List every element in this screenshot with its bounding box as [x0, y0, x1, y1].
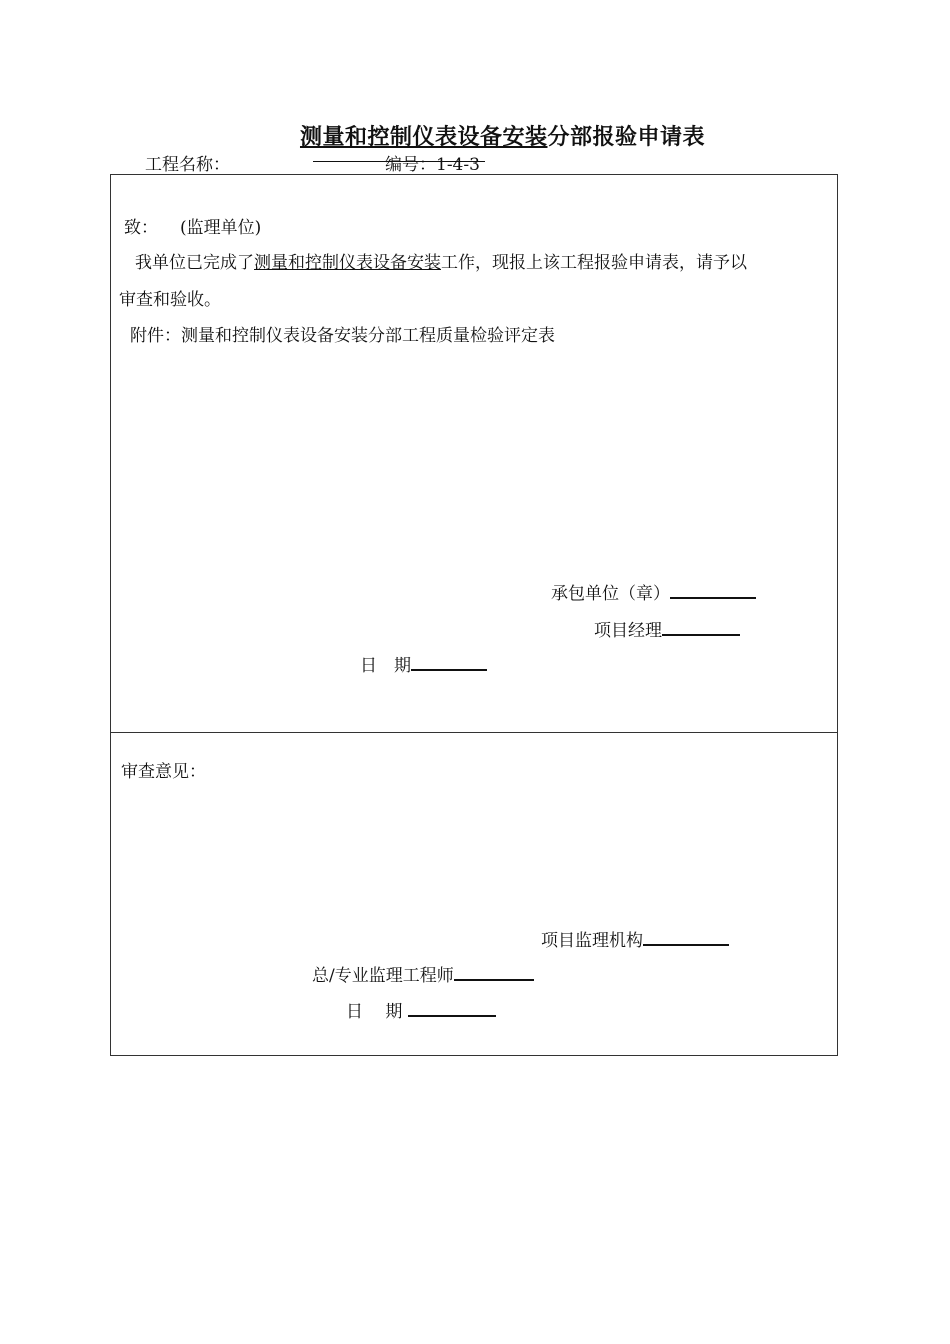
- contractor-label: 承包单位（章）: [551, 584, 670, 604]
- contractor-blank[interactable]: [670, 583, 756, 599]
- org-label: 项目监理机构: [541, 931, 643, 951]
- date-blank-1[interactable]: [411, 655, 487, 671]
- project-name-label: 工程名称：: [145, 155, 230, 175]
- body-prefix: 我单位已完成了: [135, 253, 254, 273]
- form-number: [385, 150, 480, 175]
- attachment-line: 附件：测量和控制仪表设备安装分部工程质量检验评定表: [130, 326, 555, 346]
- number-label: 编号：: [385, 155, 436, 175]
- title-rest: 分部报验申请表: [547, 124, 706, 150]
- date-line-2: [346, 997, 496, 1022]
- opinion-label: 审查意见：: [121, 762, 206, 782]
- date-blank-2[interactable]: [408, 1001, 496, 1017]
- engineer-blank[interactable]: [454, 965, 534, 981]
- number-value: 1-4-3: [436, 155, 480, 175]
- engineer-label: 总/专业监理工程师: [312, 966, 454, 986]
- body-work: 测量和控制仪表设备安装: [254, 253, 441, 273]
- application-section: [110, 174, 838, 733]
- to-label: 致：: [124, 218, 158, 238]
- date-label-2: 日 期: [346, 1002, 403, 1022]
- body-suffix: 工作，现报上该工程报验申请表，请予以: [441, 253, 747, 273]
- manager-line: [594, 616, 740, 641]
- contractor-line: [551, 579, 756, 604]
- header-rule: [313, 161, 485, 162]
- date-line-1: [360, 651, 487, 676]
- org-line: [541, 926, 729, 951]
- org-blank[interactable]: [643, 930, 729, 946]
- engineer-line: [312, 961, 534, 986]
- manager-blank[interactable]: [662, 620, 740, 636]
- page-title: [0, 120, 950, 151]
- to-value: (监理单位): [180, 218, 262, 238]
- body-line-2: 审查和验收。: [119, 290, 221, 310]
- manager-label: 项目经理: [594, 621, 662, 641]
- review-section: [110, 732, 838, 1056]
- body-line-1: [135, 248, 747, 273]
- to-line: [124, 213, 261, 238]
- title-underlined: 测量和控制仪表设备安装: [299, 124, 548, 150]
- date-label-1: 日 期: [360, 656, 411, 676]
